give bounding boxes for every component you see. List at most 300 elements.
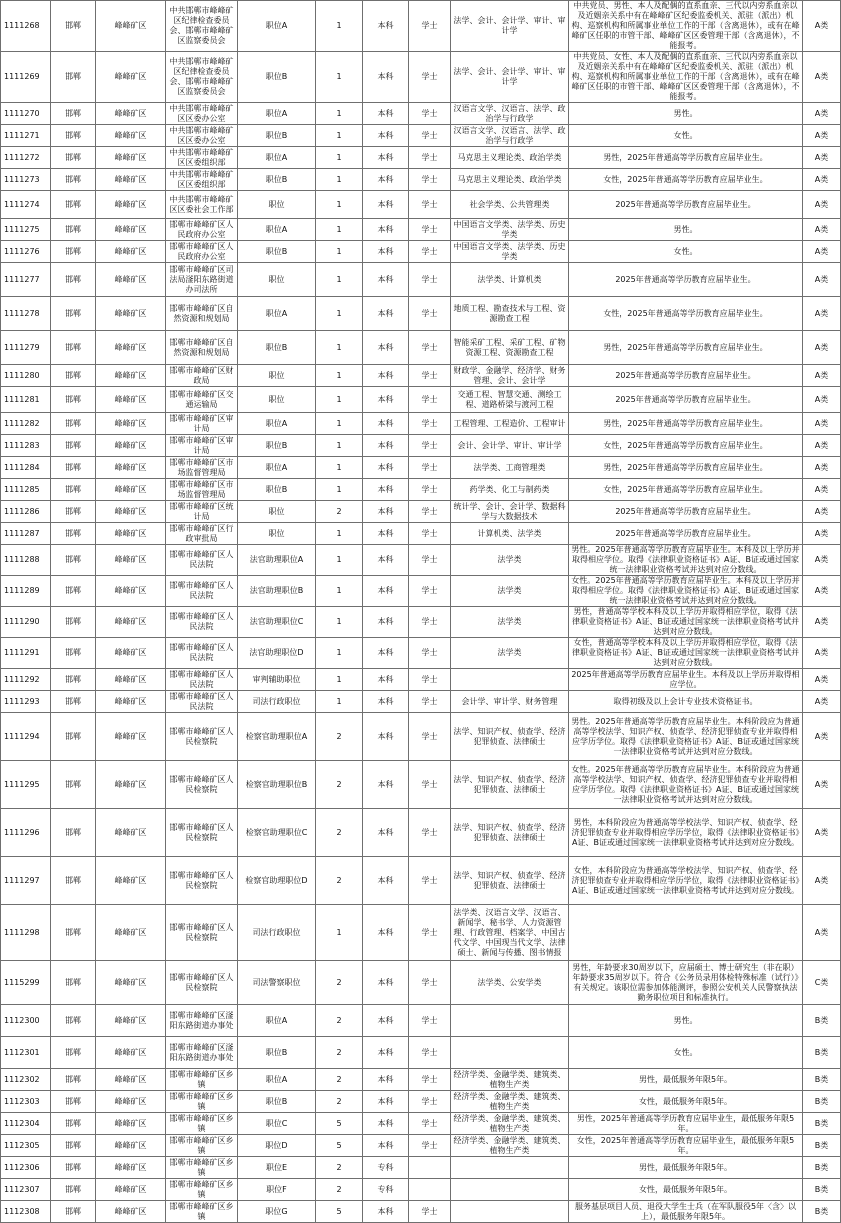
requirements-cell: 男性，年龄要求30周岁以下，应届硕士、博士研究生（非在职）年龄要求35周岁以下。符合《公务员录用体检特殊标准（试行）》有关规定。该职位需参加体能测评，参照公安机关人民警察执法勤务职位项目和标准执行。 (569, 961, 803, 1005)
county-cell: 峰峰矿区 (96, 169, 166, 191)
requirements-cell: 女性，本科阶段应为普通高等学校法学、知识产权、侦查学、经济犯罪侦查专业并取得相应学历学位，取得《法律职业资格证书》A证、B证或通过国家统一法律职业资格考试并达到对应分数线。 (569, 857, 803, 905)
major-cell: 法学、知识产权、侦查学、经济犯罪侦查、法律硕士 (451, 713, 569, 761)
category-cell: B类 (803, 1091, 841, 1113)
category-cell: B类 (803, 1069, 841, 1091)
position-name-cell: 职位B (238, 331, 316, 365)
city-cell: 邯郸 (51, 1179, 96, 1201)
requirements-cell: 男性，2025年普通高等学历教育应届毕业生，最低服务年限5年。 (569, 1113, 803, 1135)
table-row (1, 857, 841, 905)
category-cell: A类 (803, 501, 841, 523)
major-cell: 财政学、金融学、经济学、财务管理、会计、会计学 (451, 365, 569, 387)
city-cell: 邯郸 (51, 387, 96, 413)
position-name-cell: 职位 (238, 263, 316, 297)
degree-cell: 学士 (409, 501, 451, 523)
county-cell: 峰峰矿区 (96, 52, 166, 103)
county-cell: 峰峰矿区 (96, 1201, 166, 1223)
table-row (1, 169, 841, 191)
major-cell: 法学类 (451, 638, 569, 669)
county-cell: 峰峰矿区 (96, 501, 166, 523)
county-cell: 峰峰矿区 (96, 761, 166, 809)
major-cell: 法学类 (451, 545, 569, 576)
category-cell: B类 (803, 1201, 841, 1223)
table-row (1, 457, 841, 479)
position-name-cell: 职位B (238, 241, 316, 263)
education-cell: 本科 (363, 607, 409, 638)
hiring-count-cell: 5 (316, 1113, 363, 1135)
category-cell: A类 (803, 103, 841, 125)
major-cell: 马克思主义理论类、政治学类 (451, 169, 569, 191)
position-code-cell: 1111292 (1, 669, 51, 691)
requirements-cell: 男性。 (569, 219, 803, 241)
degree-cell: 学士 (409, 387, 451, 413)
position-code-cell: 1111269 (1, 52, 51, 103)
employer-unit-cell: 邯郸市峰峰矿区人民检察院 (166, 857, 238, 905)
employer-unit-cell: 邯郸市峰峰矿区乡镇 (166, 1091, 238, 1113)
city-cell: 邯郸 (51, 638, 96, 669)
position-code-cell: 1112305 (1, 1135, 51, 1157)
employer-unit-cell: 中共邯郸市峰峰矿区纪律检查委员会、邯郸市峰峰矿区监察委员会 (166, 52, 238, 103)
education-cell: 本科 (363, 1135, 409, 1157)
position-name-cell: 司法行政职位 (238, 691, 316, 713)
requirements-cell: 女性，普通高等学校本科及以上学历并取得相应学位，取得《法律职业资格证书》A证、B证或通过国家统一法律职业资格考试并达到对应分数线。 (569, 638, 803, 669)
degree-cell: 学士 (409, 241, 451, 263)
table-row (1, 1135, 841, 1157)
degree-cell: 学士 (409, 125, 451, 147)
category-cell: A类 (803, 576, 841, 607)
city-cell: 邯郸 (51, 1113, 96, 1135)
employer-unit-cell: 邯郸市峰峰矿区乡镇 (166, 1157, 238, 1179)
table-row (1, 638, 841, 669)
county-cell: 峰峰矿区 (96, 905, 166, 961)
position-code-cell: 1111280 (1, 365, 51, 387)
position-code-cell: 1111277 (1, 263, 51, 297)
category-cell: A类 (803, 607, 841, 638)
category-cell: A类 (803, 52, 841, 103)
position-code-cell: 1112307 (1, 1179, 51, 1201)
position-name-cell: 职位B (238, 125, 316, 147)
table-row (1, 1113, 841, 1135)
requirements-cell: 女性。 (569, 125, 803, 147)
requirements-cell: 女性，2025年普通高等学历教育应届毕业生。 (569, 479, 803, 501)
requirements-cell: 2025年普通高等学历教育应届毕业生。 (569, 387, 803, 413)
employer-unit-cell: 邯郸市峰峰矿区交通运输局 (166, 387, 238, 413)
degree-cell: 学士 (409, 103, 451, 125)
position-name-cell: 法官助理职位C (238, 607, 316, 638)
position-name-cell: 检察官助理职位B (238, 761, 316, 809)
table-row (1, 365, 841, 387)
requirements-cell: 男性，本科阶段应为普通高等学校法学、知识产权、侦查学、经济犯罪侦查专业并取得相应学历学位，取得《法律职业资格证书》A证、B证或通过国家统一法律职业资格考试并达到对应分数线。 (569, 809, 803, 857)
position-code-cell: 1111296 (1, 809, 51, 857)
education-cell: 本科 (363, 809, 409, 857)
category-cell: A类 (803, 169, 841, 191)
category-cell: C类 (803, 961, 841, 1005)
degree-cell: 学士 (409, 169, 451, 191)
hiring-count-cell: 1 (316, 387, 363, 413)
hiring-count-cell: 5 (316, 1201, 363, 1223)
hiring-count-cell: 1 (316, 125, 363, 147)
table-body (1, 1, 841, 1223)
city-cell: 邯郸 (51, 479, 96, 501)
hiring-count-cell: 1 (316, 523, 363, 545)
degree-cell: 学士 (409, 331, 451, 365)
position-code-cell: 1111285 (1, 479, 51, 501)
city-cell: 邯郸 (51, 857, 96, 905)
employer-unit-cell: 中共邯郸市峰峰矿区区委组织部 (166, 147, 238, 169)
position-name-cell: 职位A (238, 103, 316, 125)
employer-unit-cell: 邯郸市峰峰矿区人民法院 (166, 576, 238, 607)
employer-unit-cell: 中共邯郸市峰峰矿区纪律检查委员会、邯郸市峰峰矿区监察委员会 (166, 1, 238, 52)
degree-cell: 学士 (409, 857, 451, 905)
degree-cell: 学士 (409, 147, 451, 169)
degree-cell: 学士 (409, 52, 451, 103)
employer-unit-cell: 邯郸市峰峰矿区市场监督管理局 (166, 479, 238, 501)
position-code-cell: 1111283 (1, 435, 51, 457)
position-name-cell: 职位F (238, 1179, 316, 1201)
position-code-cell: 1111279 (1, 331, 51, 365)
requirements-cell: 男性。2025年普通高等学历教育应届毕业生。本科阶段应为普通高等学校法学、知识产权、侦查学、经济犯罪侦查专业并取得相应学历学位。取得《法律职业资格证书》A证、B证或通过国家统一法律职业资格考试并达到对应分数线。 (569, 713, 803, 761)
category-cell: A类 (803, 479, 841, 501)
county-cell: 峰峰矿区 (96, 191, 166, 219)
county-cell: 峰峰矿区 (96, 1069, 166, 1091)
major-cell: 法学类、汉语言文学、汉语言、新闻学、秘书学、人力资源管理、行政管理、档案学、中国古代文学、中国现当代文学、法律硕士、新闻与传播、图书情报 (451, 905, 569, 961)
county-cell: 峰峰矿区 (96, 638, 166, 669)
major-cell (451, 1037, 569, 1069)
hiring-count-cell: 1 (316, 241, 363, 263)
requirements-cell: 女性，2025年普通高等学历教育应届毕业生。 (569, 435, 803, 457)
employer-unit-cell: 邯郸市峰峰矿区人民检察院 (166, 905, 238, 961)
requirements-cell: 男性，2025年普通高等学历教育应届毕业生。 (569, 457, 803, 479)
county-cell: 峰峰矿区 (96, 523, 166, 545)
table-row (1, 809, 841, 857)
table-row (1, 761, 841, 809)
county-cell: 峰峰矿区 (96, 479, 166, 501)
position-name-cell: 职位C (238, 1113, 316, 1135)
category-cell: A类 (803, 241, 841, 263)
major-cell: 法学类、公安学类 (451, 961, 569, 1005)
table-row (1, 219, 841, 241)
degree-cell: 学士 (409, 219, 451, 241)
hiring-count-cell: 5 (316, 1135, 363, 1157)
city-cell: 邯郸 (51, 331, 96, 365)
education-cell: 本科 (363, 1037, 409, 1069)
hiring-count-cell: 2 (316, 501, 363, 523)
education-cell: 专科 (363, 1179, 409, 1201)
table-row (1, 1179, 841, 1201)
city-cell: 邯郸 (51, 691, 96, 713)
requirements-cell: 中共党员、女性、本人及配偶的直系血亲、三代以内旁系血亲以及近姻亲关系中有在峰峰矿区纪委监委机关、派驻（派出）机构、巡察机构和所属事业单位工作的干部（含离退休），或有在峰峰矿区任职的市管干部、峰峰矿区区委管理干部（含离退休），不能报考。 (569, 52, 803, 103)
hiring-count-cell: 1 (316, 52, 363, 103)
county-cell: 峰峰矿区 (96, 1, 166, 52)
position-code-cell: 1111293 (1, 691, 51, 713)
county-cell: 峰峰矿区 (96, 263, 166, 297)
education-cell: 本科 (363, 387, 409, 413)
table-row (1, 669, 841, 691)
education-cell: 本科 (363, 691, 409, 713)
county-cell: 峰峰矿区 (96, 457, 166, 479)
table-row (1, 1091, 841, 1113)
position-name-cell: 职位A (238, 413, 316, 435)
position-code-cell: 1111289 (1, 576, 51, 607)
table-row (1, 1201, 841, 1223)
position-name-cell: 职位B (238, 479, 316, 501)
employer-unit-cell: 邯郸市峰峰矿区财政局 (166, 365, 238, 387)
category-cell: A类 (803, 457, 841, 479)
position-name-cell: 职位A (238, 1, 316, 52)
hiring-count-cell: 1 (316, 457, 363, 479)
position-name-cell: 法官助理职位A (238, 545, 316, 576)
position-name-cell: 职位B (238, 169, 316, 191)
city-cell: 邯郸 (51, 435, 96, 457)
table-row (1, 103, 841, 125)
table-row (1, 961, 841, 1005)
major-cell (451, 1005, 569, 1037)
education-cell: 本科 (363, 457, 409, 479)
city-cell: 邯郸 (51, 103, 96, 125)
category-cell: B类 (803, 1005, 841, 1037)
city-cell: 邯郸 (51, 1157, 96, 1179)
major-cell: 经济学类、金融学类、建筑类、植物生产类 (451, 1069, 569, 1091)
employer-unit-cell: 邯郸市峰峰矿区自然资源和规划局 (166, 331, 238, 365)
education-cell: 本科 (363, 297, 409, 331)
employer-unit-cell: 中共邯郸市峰峰矿区区委社会工作部 (166, 191, 238, 219)
hiring-count-cell: 1 (316, 169, 363, 191)
table-row (1, 479, 841, 501)
employer-unit-cell: 邯郸市峰峰矿区司法局滏阳东路街道办司法所 (166, 263, 238, 297)
degree-cell (409, 1179, 451, 1201)
education-cell: 专科 (363, 1157, 409, 1179)
county-cell: 峰峰矿区 (96, 413, 166, 435)
city-cell: 邯郸 (51, 669, 96, 691)
education-cell: 本科 (363, 241, 409, 263)
hiring-count-cell: 1 (316, 413, 363, 435)
position-code-cell: 1111287 (1, 523, 51, 545)
category-cell: A类 (803, 761, 841, 809)
table-row (1, 1, 841, 52)
table-row (1, 241, 841, 263)
major-cell: 社会学类、公共管理类 (451, 191, 569, 219)
table-row (1, 413, 841, 435)
table-row (1, 125, 841, 147)
employer-unit-cell: 邯郸市峰峰矿区人民法院 (166, 691, 238, 713)
city-cell: 邯郸 (51, 1135, 96, 1157)
education-cell: 本科 (363, 103, 409, 125)
city-cell: 邯郸 (51, 1091, 96, 1113)
category-cell: A类 (803, 413, 841, 435)
degree-cell: 学士 (409, 905, 451, 961)
hiring-count-cell: 1 (316, 219, 363, 241)
employer-unit-cell: 邯郸市峰峰矿区人民检察院 (166, 961, 238, 1005)
county-cell: 峰峰矿区 (96, 607, 166, 638)
table-row (1, 905, 841, 961)
requirements-cell: 女性。2025年普通高等学历教育应届毕业生。本科及以上学历并取得相应学位。取得《法律职业资格证书》A证、B证或通过国家统一法律职业资格考试并达到对应分数线。 (569, 576, 803, 607)
requirements-cell: 2025年普通高等学历教育应届毕业生。 (569, 191, 803, 219)
employer-unit-cell: 邯郸市峰峰矿区人民检察院 (166, 761, 238, 809)
city-cell: 邯郸 (51, 607, 96, 638)
employer-unit-cell: 邯郸市峰峰矿区人民法院 (166, 638, 238, 669)
city-cell: 邯郸 (51, 713, 96, 761)
requirements-cell: 女性。2025年普通高等学历教育应届毕业生。本科阶段应为普通高等学校法学、知识产权、侦查学、经济犯罪侦查专业并取得相应学历学位。取得《法律职业资格证书》A证、B证或通过国家统一法律职业资格考试并达到对应分数线。 (569, 761, 803, 809)
major-cell: 法学、会计、会计学、审计、审计学 (451, 1, 569, 52)
major-cell: 法学、会计、会计学、审计、审计学 (451, 52, 569, 103)
city-cell: 邯郸 (51, 1, 96, 52)
requirements-cell: 男性，普通高等学校本科及以上学历并取得相应学位，取得《法律职业资格证书》A证、B证或通过国家统一法律职业资格考试并达到对应分数线。 (569, 607, 803, 638)
position-name-cell: 检察官助理职位D (238, 857, 316, 905)
employer-unit-cell: 邯郸市峰峰矿区乡镇 (166, 1179, 238, 1201)
category-cell: A类 (803, 147, 841, 169)
degree-cell: 学士 (409, 1113, 451, 1135)
category-cell: A类 (803, 263, 841, 297)
table-row (1, 1069, 841, 1091)
category-cell: A类 (803, 297, 841, 331)
degree-cell: 学士 (409, 1, 451, 52)
category-cell: A类 (803, 1, 841, 52)
county-cell: 峰峰矿区 (96, 331, 166, 365)
position-code-cell: 1111272 (1, 147, 51, 169)
city-cell: 邯郸 (51, 52, 96, 103)
education-cell: 本科 (363, 1113, 409, 1135)
position-name-cell: 职位E (238, 1157, 316, 1179)
position-name-cell: 职位B (238, 435, 316, 457)
degree-cell: 学士 (409, 1037, 451, 1069)
requirements-cell: 女性，2025年普通高等学历教育应届毕业生，最低服务年限5年。 (569, 1135, 803, 1157)
position-code-cell: 1111298 (1, 905, 51, 961)
education-cell: 本科 (363, 857, 409, 905)
major-cell: 法学类、计算机类 (451, 263, 569, 297)
city-cell: 邯郸 (51, 961, 96, 1005)
city-cell: 邯郸 (51, 545, 96, 576)
table-row (1, 1005, 841, 1037)
table-row (1, 691, 841, 713)
education-cell: 本科 (363, 545, 409, 576)
requirements-cell: 男性，2025年普通高等学历教育应届毕业生。 (569, 413, 803, 435)
table-row (1, 607, 841, 638)
category-cell: A类 (803, 387, 841, 413)
hiring-count-cell: 2 (316, 1005, 363, 1037)
county-cell: 峰峰矿区 (96, 147, 166, 169)
county-cell: 峰峰矿区 (96, 713, 166, 761)
city-cell: 邯郸 (51, 365, 96, 387)
major-cell: 智能采矿工程、采矿工程、矿物资源工程、资源勘查工程 (451, 331, 569, 365)
degree-cell: 学士 (409, 545, 451, 576)
degree-cell: 学士 (409, 435, 451, 457)
category-cell: A类 (803, 713, 841, 761)
position-code-cell: 1111281 (1, 387, 51, 413)
major-cell: 法学、知识产权、侦查学、经济犯罪侦查、法律硕士 (451, 857, 569, 905)
employer-unit-cell: 邯郸市峰峰矿区人民法院 (166, 669, 238, 691)
hiring-count-cell: 1 (316, 365, 363, 387)
education-cell: 本科 (363, 435, 409, 457)
degree-cell: 学士 (409, 691, 451, 713)
requirements-cell: 女性。 (569, 1037, 803, 1069)
degree-cell: 学士 (409, 713, 451, 761)
position-name-cell: 职位A (238, 1069, 316, 1091)
table-row (1, 545, 841, 576)
employer-unit-cell: 中共邯郸市峰峰矿区区委组织部 (166, 169, 238, 191)
education-cell: 本科 (363, 961, 409, 1005)
major-cell: 统计学、会计、会计学、数据科学与大数据技术 (451, 501, 569, 523)
degree-cell: 学士 (409, 1005, 451, 1037)
county-cell: 峰峰矿区 (96, 1091, 166, 1113)
category-cell: B类 (803, 1179, 841, 1201)
major-cell: 法学、知识产权、侦查学、经济犯罪侦查、法律硕士 (451, 761, 569, 809)
major-cell: 中国语言文学类、法学类、历史学类 (451, 241, 569, 263)
county-cell: 峰峰矿区 (96, 1005, 166, 1037)
hiring-count-cell: 1 (316, 479, 363, 501)
category-cell: A类 (803, 905, 841, 961)
requirements-cell: 男性，2025年普通高等学历教育应届毕业生。 (569, 331, 803, 365)
employer-unit-cell: 邯郸市峰峰矿区人民政府办公室 (166, 241, 238, 263)
county-cell: 峰峰矿区 (96, 691, 166, 713)
table-row (1, 263, 841, 297)
city-cell: 邯郸 (51, 1201, 96, 1223)
major-cell: 工程管理、工程造价、工程审计 (451, 413, 569, 435)
hiring-count-cell: 2 (316, 1069, 363, 1091)
county-cell: 峰峰矿区 (96, 809, 166, 857)
position-name-cell: 职位D (238, 1135, 316, 1157)
table-row (1, 191, 841, 219)
education-cell: 本科 (363, 1069, 409, 1091)
table-row (1, 501, 841, 523)
major-cell: 法学类、工商管理类 (451, 457, 569, 479)
category-cell: A类 (803, 219, 841, 241)
employer-unit-cell: 邯郸市峰峰矿区行政审批局 (166, 523, 238, 545)
degree-cell: 学士 (409, 263, 451, 297)
employer-unit-cell: 邯郸市峰峰矿区乡镇 (166, 1069, 238, 1091)
major-cell: 药学类、化工与制药类 (451, 479, 569, 501)
city-cell: 邯郸 (51, 576, 96, 607)
county-cell: 峰峰矿区 (96, 857, 166, 905)
hiring-count-cell: 1 (316, 1, 363, 52)
hiring-count-cell: 1 (316, 263, 363, 297)
county-cell: 峰峰矿区 (96, 125, 166, 147)
position-code-cell: 1111275 (1, 219, 51, 241)
position-code-cell: 1111297 (1, 857, 51, 905)
degree-cell: 学士 (409, 1069, 451, 1091)
position-name-cell: 职位 (238, 501, 316, 523)
city-cell: 邯郸 (51, 219, 96, 241)
employer-unit-cell: 邯郸市峰峰矿区市场监督管理局 (166, 457, 238, 479)
county-cell: 峰峰矿区 (96, 103, 166, 125)
position-name-cell: 检察官助理职位C (238, 809, 316, 857)
hiring-count-cell: 1 (316, 331, 363, 365)
category-cell: B类 (803, 1037, 841, 1069)
position-name-cell: 职位B (238, 1037, 316, 1069)
requirements-cell: 男性。 (569, 1005, 803, 1037)
hiring-count-cell: 1 (316, 905, 363, 961)
employer-unit-cell: 邯郸市峰峰矿区滏阳东路街道办事处 (166, 1005, 238, 1037)
hiring-count-cell: 1 (316, 435, 363, 457)
position-code-cell: 1112300 (1, 1005, 51, 1037)
position-name-cell: 法官助理职位B (238, 576, 316, 607)
degree-cell: 学士 (409, 1201, 451, 1223)
requirements-cell: 取得初级及以上会计专业技术资格证书。 (569, 691, 803, 713)
category-cell: A类 (803, 691, 841, 713)
position-code-cell: 1111291 (1, 638, 51, 669)
education-cell: 本科 (363, 479, 409, 501)
position-name-cell: 职位 (238, 523, 316, 545)
hiring-count-cell: 1 (316, 607, 363, 638)
city-cell: 邯郸 (51, 191, 96, 219)
position-name-cell: 职位 (238, 191, 316, 219)
county-cell: 峰峰矿区 (96, 1135, 166, 1157)
position-code-cell: 1111282 (1, 413, 51, 435)
table-row (1, 1157, 841, 1179)
position-name-cell: 司法行政职位 (238, 905, 316, 961)
category-cell: A类 (803, 435, 841, 457)
table-row (1, 435, 841, 457)
hiring-count-cell: 2 (316, 713, 363, 761)
table-row (1, 713, 841, 761)
